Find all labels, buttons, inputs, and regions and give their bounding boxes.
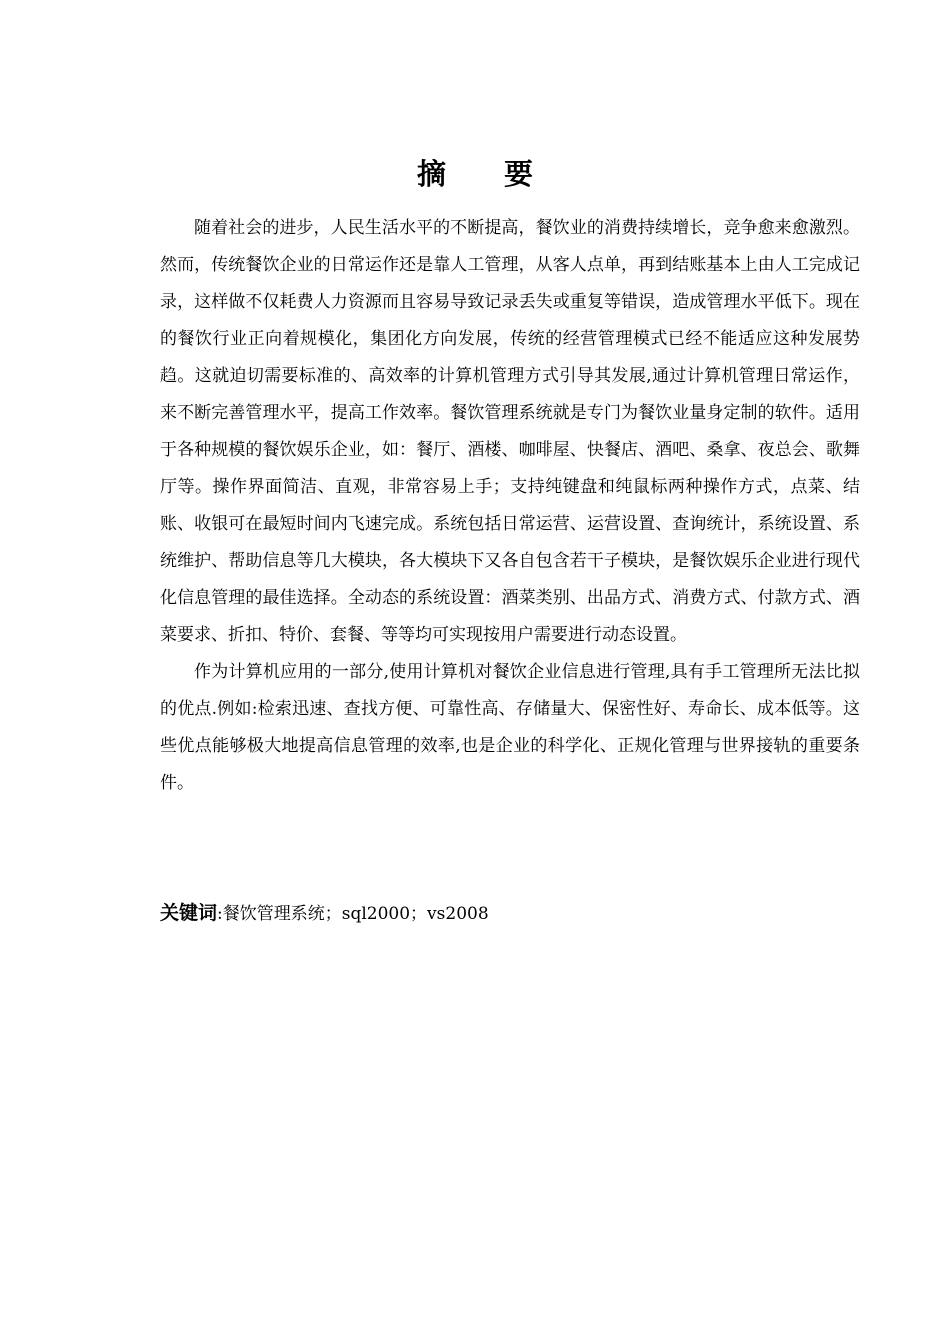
keywords-text: :餐饮管理系统；sql2000；vs2008 — [217, 904, 489, 924]
page-title: 摘 要 — [416, 157, 558, 191]
abstract-paragraph-1: 随着社会的进步，人民生活水平的不断提高，餐饮业的消费持续增长，竞争愈来愈激烈。然而，传统餐饮企业的日常运作还是靠人工管理，从客人点单，再到结账基本上由人工完成记录，这样做不仅耗费人力资源而且容易导致记录丢失或重复等错误，造成管理水平低下。现在的餐饮行业正向着规模化，集团化方向发展，传统的经营管理模式已经不能适应这种发展势趋。这就迫切需要标准的、高效率的计算机管理方式引导其发展,通过计算机管理日常运作，来不断完善管理水平，提高工作效率。餐饮管理系统就是专门为餐饮业量身定制的软件。适用于各种规模的餐饮娱乐企业，如：餐厅、酒楼、咖啡屋、快餐店、酒吧、桑拿、夜总会、歌舞厅等。操作界面简洁、直观，非常容易上手；支持纯键盘和纯鼠标两种操作方式，点菜、结账、收银可在最短时间内飞速完成。系统包括日常运营、运营设置、查询统计，系统设置、系统维护、帮助信息等几大模块，各大模块下又各自包含若干子模块，是餐饮娱乐企业进行现代化信息管理的最佳选择。全动态的系统设置：酒菜类别、出品方式、消费方式、付款方式、酒菜要求、折扣、特价、套餐、等等均可实现按用户需要进行动态设置。 — [160, 218, 860, 645]
abstract-paragraph-2: 作为计算机应用的一部分,使用计算机对餐饮企业信息进行管理,具有手工管理所无法比拟的优点.例如:检索迅速、查找方便、可靠性高、存储量大、保密性好、寿命长、成本低等。这些优点能够极大地提高信息管理的效率,也是企业的科学化、正规化管理与世界接轨的重要条件。 — [160, 662, 860, 793]
abstract-body — [160, 210, 860, 802]
keywords-label: 关键词 — [160, 902, 218, 924]
keywords-line — [160, 897, 860, 930]
